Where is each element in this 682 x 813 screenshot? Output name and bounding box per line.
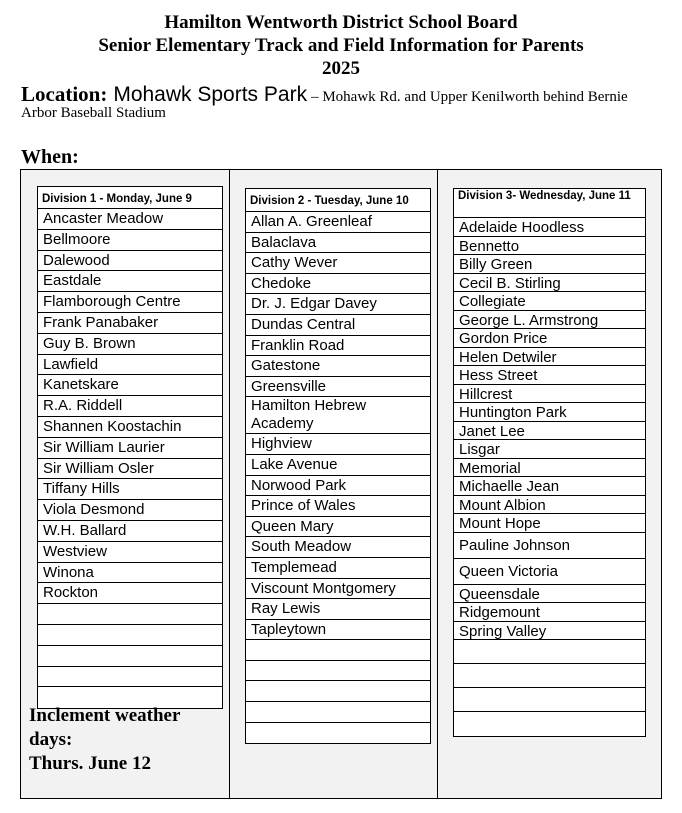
school-row: Queen Mary	[246, 517, 430, 538]
school-row: Chedoke	[246, 274, 430, 295]
empty-row	[38, 625, 222, 646]
empty-row	[38, 646, 222, 667]
division-3-rows	[454, 218, 645, 736]
school-row: Collegiate	[454, 292, 645, 311]
empty-row	[454, 640, 645, 664]
school-row: Gatestone	[246, 356, 430, 377]
school-row: Lawfield	[38, 355, 222, 376]
division-2-heading: Division 2 - Tuesday, June 10	[246, 189, 430, 212]
empty-row	[246, 661, 430, 682]
division-2-table	[245, 188, 431, 744]
school-row: Dundas Central	[246, 315, 430, 336]
school-row: Queen Victoria	[454, 559, 645, 585]
school-row: Michaelle Jean	[454, 477, 645, 496]
empty-row	[38, 604, 222, 625]
empty-row	[454, 688, 645, 712]
school-row: Highview	[246, 434, 430, 455]
school-row: W.H. Ballard	[38, 521, 222, 542]
school-row: George L. Armstrong	[454, 311, 645, 330]
school-row: Guy B. Brown	[38, 334, 222, 355]
school-row: Hillcrest	[454, 385, 645, 404]
school-row: Bennetto	[454, 237, 645, 256]
school-row: Tiffany Hills	[38, 479, 222, 500]
school-row: Lisgar	[454, 440, 645, 459]
school-row: Ridgemount	[454, 603, 645, 622]
school-row: Ray Lewis	[246, 599, 430, 620]
school-row: Dalewood	[38, 251, 222, 272]
document-title: Hamilton Wentworth District School Board	[164, 12, 518, 33]
school-row: Prince of Wales	[246, 496, 430, 517]
location-line	[21, 82, 628, 107]
division-2-rows	[246, 212, 430, 743]
school-row: Mount Hope	[454, 514, 645, 533]
when-label: When:	[21, 146, 79, 168]
school-row: Viola Desmond	[38, 500, 222, 521]
school-row: Mount Albion	[454, 496, 645, 515]
school-row: Adelaide Hoodless	[454, 218, 645, 237]
document-subtitle: Senior Elementary Track and Field Information for Parents	[98, 35, 584, 56]
division-3-heading: Division 3- Wednesday, June 11	[454, 189, 645, 218]
school-row: Eastdale	[38, 271, 222, 292]
column-divider	[229, 170, 230, 798]
empty-row	[246, 723, 430, 744]
location-detail-continued: Arbor Baseball Stadium	[21, 105, 166, 121]
location-detail: – Mohawk Rd. and Upper Kenilworth behind Bernie	[311, 89, 628, 105]
inclement-weather-note	[29, 704, 180, 776]
column-divider	[437, 170, 438, 798]
school-row: Memorial	[454, 459, 645, 478]
school-row: Tapleytown	[246, 620, 430, 641]
school-row: Cathy Wever	[246, 253, 430, 274]
school-row: Cecil B. Stirling	[454, 274, 645, 293]
school-row: Templemead	[246, 558, 430, 579]
location-name: Mohawk Sports Park	[113, 83, 308, 106]
school-row: Billy Green	[454, 255, 645, 274]
school-row: Norwood Park	[246, 476, 430, 497]
school-row: Bellmoore	[38, 230, 222, 251]
document-year: 2025	[322, 58, 360, 79]
school-row: Allan A. Greenleaf	[246, 212, 430, 233]
school-row: Janet Lee	[454, 422, 645, 441]
inclement-weather-date: Thurs. June 12	[29, 753, 151, 774]
school-row: Helen Detwiler	[454, 348, 645, 367]
school-row: Frank Panabaker	[38, 313, 222, 334]
school-row: Huntington Park	[454, 403, 645, 422]
division-1-table	[37, 186, 223, 709]
location-label: Location:	[21, 82, 108, 106]
school-row: Pauline Johnson	[454, 533, 645, 559]
school-row: Balaclava	[246, 233, 430, 254]
empty-row	[246, 681, 430, 702]
school-row: Sir William Osler	[38, 459, 222, 480]
school-row: Westview	[38, 542, 222, 563]
school-row: R.A. Riddell	[38, 396, 222, 417]
school-row: Rockton	[38, 583, 222, 604]
school-row: South Meadow	[246, 537, 430, 558]
school-row: Hess Street	[454, 366, 645, 385]
school-row: Kanetskare	[38, 375, 222, 396]
division-3-table	[453, 188, 646, 737]
inclement-weather-line1: Inclement weather	[29, 705, 181, 726]
school-row: Ancaster Meadow	[38, 209, 222, 230]
school-row: Sir William Laurier	[38, 438, 222, 459]
school-row: Hamilton Hebrew Academy	[246, 397, 430, 434]
school-row: Flamborough Centre	[38, 292, 222, 313]
empty-row	[454, 664, 645, 688]
empty-row	[246, 702, 430, 723]
inclement-weather-line2: days:	[29, 729, 73, 750]
school-row: Lake Avenue	[246, 455, 430, 476]
empty-row	[38, 667, 222, 688]
school-row: Franklin Road	[246, 336, 430, 357]
division-1-rows	[38, 209, 222, 708]
school-row: Greensville	[246, 377, 430, 398]
school-row: Winona	[38, 563, 222, 584]
school-row: Dr. J. Edgar Davey	[246, 294, 430, 315]
school-row: Gordon Price	[454, 329, 645, 348]
school-row: Queensdale	[454, 585, 645, 604]
division-1-heading: Division 1 - Monday, June 9	[38, 187, 222, 209]
empty-row	[454, 712, 645, 736]
school-row: Spring Valley	[454, 622, 645, 641]
school-row: Shannen Koostachin	[38, 417, 222, 438]
empty-row	[246, 640, 430, 661]
school-row: Viscount Montgomery	[246, 579, 430, 600]
